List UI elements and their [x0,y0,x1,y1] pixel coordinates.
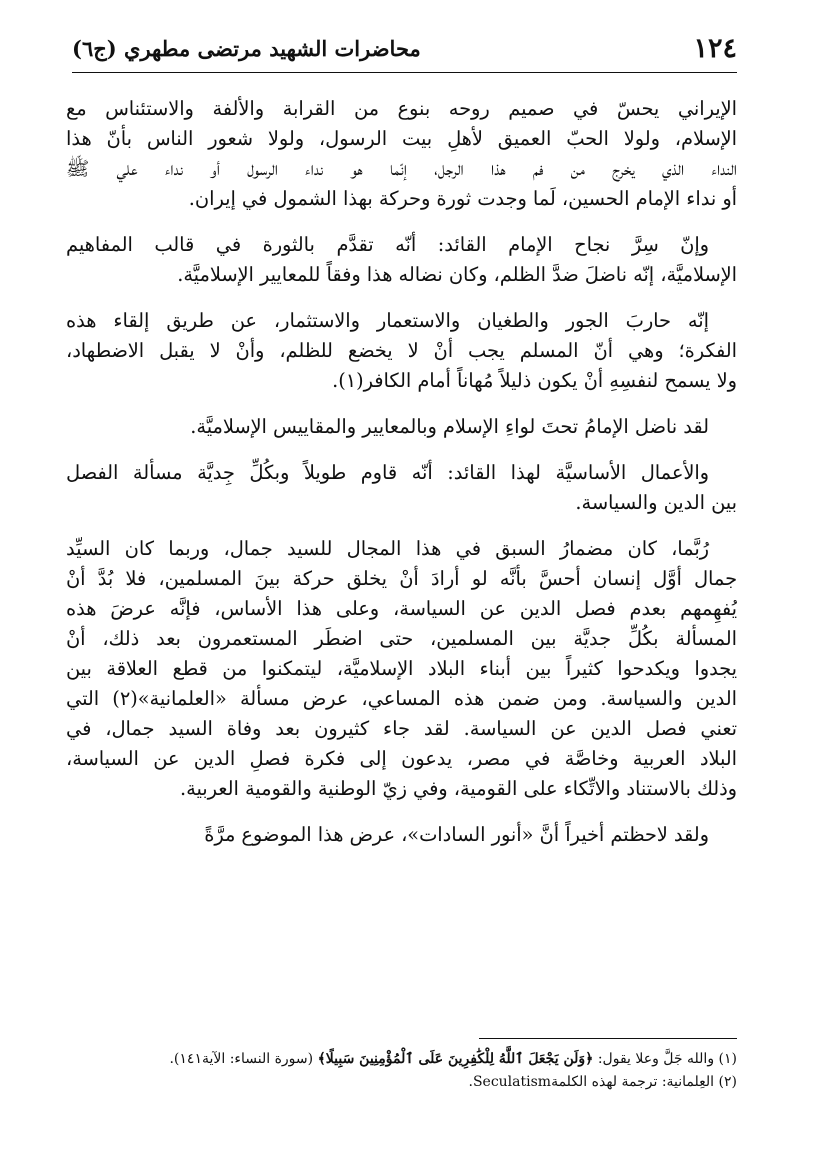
text-line: والأعمال الأساسيَّة لهذا القائد: أنّه قاوم طويلاً وبكُلِّ جِديَّة مسألة الفصل [66,461,709,484]
text-line: بين الدين والسياسة. [575,491,737,514]
text-line: وإنّ سِرَّ نجاح الإمام القائد: أنّه تقدَّم بالثورة في قالب المفاهيم [66,233,709,256]
footnote-marker: (١) [718,1051,737,1067]
paragraph-6 [66,534,737,804]
text-line: الإيراني يحسّ في صميم روحه بنوع من القرابة والألفة والاستئناس مع [66,97,737,120]
quran-quote: ﴿وَلَن يَجْعَلَ ٱللَّهُ لِلْكَٰفِرِينَ عَلَى ٱلْمُؤْمِنِينَ سَبِيلًا﴾ [317,1051,594,1067]
text-line: ولا يسمح لنفسِهِ أنْ يكون ذليلاً مُهاناً أمام الكافر(١). [332,369,737,392]
page-body [66,94,737,866]
footnote-2 [76,1071,737,1094]
text-line: تعني فصل الدين عن السياسة. لقد جاء كثيرون بعد وفاة السيد جمال، في [66,717,737,740]
running-title: محاضرات الشهيد مرتضى مطهري (ج٦) [72,35,421,61]
text-line: يُفهِمهم بعدم فصل الدين عن السياسة، وعلى هذا الأساس، فإنَّه عرضَ هذه [66,597,737,620]
footnote-marker: (٢) [718,1074,737,1090]
text-line: لقد ناضل الإمامُ تحتَ لواءِ الإسلام وبالمعايير والمقاييس الإسلاميَّة. [190,415,709,438]
text-line: الفكرة؛ وهي أنّ المسلم يجب أنْ لا يخضع للظلم، وأنْ لا يقبل الاضطهاد، [66,339,737,362]
paragraph-7 [66,820,737,850]
text-line: المسألة بكُلِّ جديَّة بين المسلمين، حتى اضطَر المستعمرون بعد ذلك، أنْ [66,627,737,650]
text-line: وذلك بالاستناد والاتِّكاء على القومية، وفي زيّ الوطنية والقومية العربية. [180,777,737,800]
footnote-reference: (سورة النساء: الآية١٤١). [169,1051,314,1067]
text-line: رُبَّما، كان مضمارُ السبق في هذا المجال للسيد جمال، وربما كان السيِّد [66,537,709,560]
footnote-text: والله جَلَّ وعلا يقول: [597,1051,715,1067]
text-line: الدين والسياسة. ومن ضمن هذه المساعي، عرض مسألة «العلمانية»(٢) التي [66,687,737,710]
text-line: البلاد العربية وخاصَّة في مصر، يدعون إلى فكرة فصلِ الدين عن السياسة، [66,747,737,770]
footnote-1 [76,1048,737,1071]
paragraph-4 [66,412,737,442]
text-line: الإسلاميَّة، إنّه ناضلَ ضدَّ الظلم، وكان نضاله هذا وفقاً للمعايير الإسلاميَّة. [177,263,737,286]
footnotes [76,1048,737,1094]
footnote-divider [479,1038,737,1039]
footnote-text: العِلمانية: ترجمة لهذه الكلمةSeculatism. [468,1074,715,1090]
page-number: ١٢٤ [693,32,737,64]
paragraph-3 [66,306,737,396]
text-line: النداء الذي يخرج من فم هذا الرجل، إنّما هو نداء الرسول أو نداء علي ﷺ [66,157,737,180]
text-line: ولقد لاحظتم أخيراً أنَّ «أنور السادات»، عرض هذا الموضوع مرَّةً [204,823,709,846]
paragraph-1 [66,94,737,214]
text-line: الإسلام، ولولا الحبّ العميق لأهلِ بيت الرسول، ولولا شعور الناس بأنّ هذا [66,127,737,150]
paragraph-2 [66,230,737,290]
paragraph-5 [66,458,737,518]
text-line: جمال أوَّل إنسان أحسَّ بأنَّه لو أرادَ أنْ يخلق حركة بينَ المسلمين، فلا بُدَّ أنْ [66,567,737,590]
page-header [72,24,737,73]
text-line: أو نداء الإمام الحسين، لَما وجدت ثورة وحركة بهذا الشمول في إيران. [188,187,737,210]
text-line: إنّه حاربَ الجور والطغيان والاستعمار والاستثمار، عن طريق إلقاء هذه [66,309,709,332]
text-line: يجدوا ويكدحوا كثيراً بين أبناء البلاد الإسلاميَّة، ليتمكنوا من قطع العلاقة بين [66,657,737,680]
